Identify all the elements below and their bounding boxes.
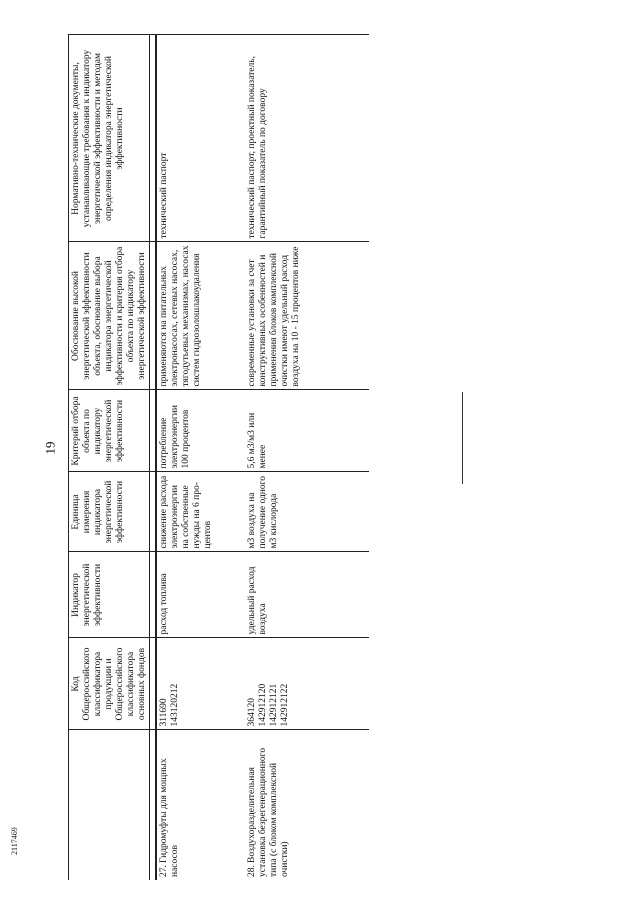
row-justification: применяются на питательных электронасосах, сетевых насосах, тягодутьевых механизмах, насосах систем гидрозолошлакоудаления xyxy=(156,242,245,390)
rotated-table-container xyxy=(68,35,368,880)
row-number: 27. xyxy=(159,865,170,877)
header-docs: Нормативно-технические документы, устанавливающие требования к индикатору энергетической эффективности и методам определения индикатора энергетической эффективности xyxy=(69,35,150,242)
energy-efficiency-table xyxy=(68,35,369,881)
row-unit: снижение расхода электроэнергии на собственные нужды на 6 про-центов xyxy=(156,472,245,552)
row-number: 28. xyxy=(247,865,258,877)
header-criterion: Критерий отбора объекта по индикатору энергетической эффективности xyxy=(69,390,150,472)
header-name xyxy=(69,730,150,880)
table-row xyxy=(156,35,245,880)
header-indicator: Индикатор энергетической эффективности xyxy=(69,552,150,638)
signature-line xyxy=(462,392,463,484)
document-id: 2117469 xyxy=(10,827,19,855)
row-unit: м3 воздуха на получение одного м3 кислорода xyxy=(245,472,369,552)
row-criterion: потребление электроэнергии 100 процентов xyxy=(156,390,245,472)
row-code: 364120 142912120 142912121 142912122 xyxy=(245,638,369,730)
header-justification: Обоснование высокой энергетической эффективности объекта, обоснование выбора индикатора энергетической эффективности и критерия отбора объекта по индикатору энергетической эффективности xyxy=(69,242,150,390)
header-row xyxy=(69,35,150,880)
row-name: Гидромуфты для мощных насосов xyxy=(159,758,181,877)
row-criterion: 5,6 м3/м3 или менее xyxy=(245,390,369,472)
row-docs: технический паспорт xyxy=(156,35,245,242)
row-name-cell xyxy=(156,730,245,880)
page-number: 19 xyxy=(42,441,58,455)
header-unit: Единица измерения индикатора энергетической эффективности xyxy=(69,472,150,552)
table-row xyxy=(245,35,369,880)
row-code: 311690 143120212 xyxy=(156,638,245,730)
row-name: Воздухоразделительная установка безрегенерационного типа (с блоком комплексной очистки) xyxy=(247,747,291,877)
row-indicator: удельный расход воздуха xyxy=(245,552,369,638)
header-code: Код Общероссийского классификатора продукции и Общероссийского классификатора основных фондов xyxy=(69,638,150,730)
row-name-cell xyxy=(245,730,369,880)
row-indicator: расход топлива xyxy=(156,552,245,638)
row-docs: технический паспорт, проектный показатель, гарантийный показатель по договору xyxy=(245,35,369,242)
row-justification: современные установки за счет конструктивных особенностей и применения блоков комплексной очистки имеют удельный расход воздуха на 10 - 15 процентов ниже xyxy=(245,242,369,390)
